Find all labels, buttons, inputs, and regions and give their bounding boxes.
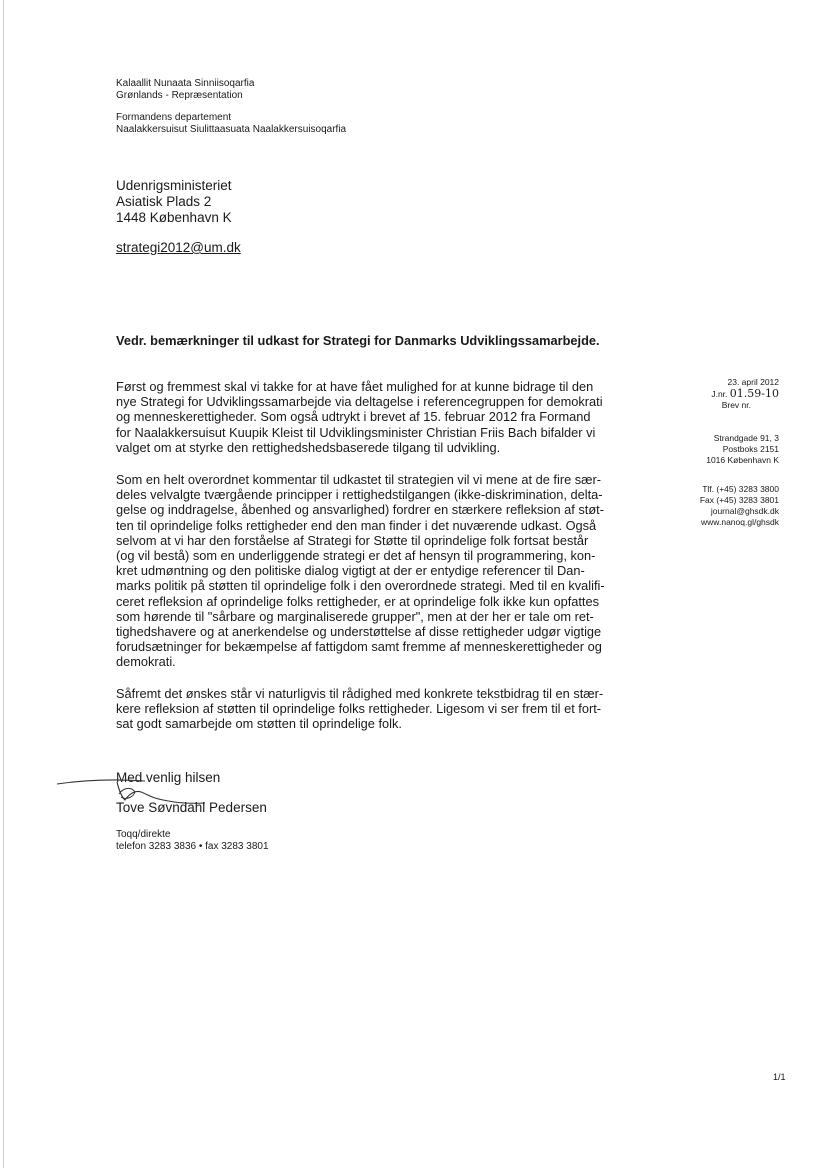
- text-line: som hørende til "sårbare og marginaliserede grupper", men at der her er tale om ret-: [116, 608, 594, 624]
- text-line: valget om at styrke den rettighedshedsbaserede tilgang til udvikling.: [116, 439, 501, 455]
- letter-subject: Vedr. bemærkninger til udkast for Strategi for Danmarks Udviklingssamarbejde.: [116, 333, 600, 348]
- sender-website-link[interactable]: www.nanoq.gl/ghsdk: [701, 517, 779, 527]
- sender-street: Strandgade 91, 3: [713, 433, 779, 443]
- sender-pobox: Postboks 2151: [722, 444, 779, 454]
- text-line: tighedshavere og at anerkendelse og understøttelse af disse rettigheder udgør vigtige: [116, 624, 602, 640]
- text-line: demokrati.: [116, 654, 176, 670]
- text-line: (og vil bestå) som en underliggende strategi er det af hensyn til programmering, kon-: [116, 548, 596, 564]
- sender-contact-block: [700, 484, 779, 528]
- org-name-danish: Grønlands - Repræsentation: [116, 90, 243, 101]
- text-line: selvom at vi har den forståelse af Strategi for Støtte til oprindelige folk fortsat består: [116, 532, 589, 548]
- contact-label: Toqq/direkte: [116, 829, 171, 840]
- text-line: marks politik på støtten til oprindelige folk i den overordnede strategi. Med til en kvalifi-: [116, 578, 605, 594]
- recipient-city: 1448 København K: [116, 210, 232, 225]
- sender-fax: Fax (+45) 3283 3801: [699, 495, 779, 505]
- sender-email-link[interactable]: journal@ghsdk.dk: [710, 506, 779, 516]
- recipient-name: Udenrigsministeriet: [116, 178, 232, 193]
- letterhead: [116, 78, 346, 136]
- reference-block: [711, 377, 779, 411]
- journal-number-value: 01.59-10: [729, 387, 779, 400]
- letter-number-label: Brev nr.: [721, 400, 751, 410]
- text-line: Såfremt det ønskes står vi naturligvis til rådighed med konkrete tekstbidrag til en stær-: [116, 686, 604, 701]
- text-line: og menneskerettigheder. Som også udtrykt i brevet af 15. februar 2012 fra Formand: [116, 409, 591, 425]
- sender-city: 1016 København K: [706, 455, 779, 465]
- scan-edge-line: [3, 0, 4, 1168]
- paragraph-3: [116, 686, 631, 732]
- journal-number: [711, 388, 779, 400]
- journal-number-label: J.nr.: [711, 389, 728, 399]
- phone-fax-line: telefon 3283 3836 • fax 3283 3801: [116, 841, 269, 852]
- text-line: forudsætninger for bekæmpelse af fattigdom samt fremme af menneskerettigheder og: [116, 639, 602, 655]
- text-line: for Naalakkersuisut Kuupik Kleist til Udviklingsminister Christian Friis Bach bifalder vi: [116, 424, 596, 440]
- text-line: sat godt samarbejde om støtten til oprindelige folk.: [116, 716, 402, 732]
- contact-details: [116, 829, 269, 853]
- text-line: kret udmøntning og den politiske dialog vigtigt at der er entydige referencer til Dan-: [116, 563, 585, 579]
- sender-phone: Tlf. (+45) 3283 3800: [702, 484, 779, 494]
- recipient-address: [116, 178, 232, 226]
- text-line: kere refleksion af støtten til oprindelige folks rettigheder. Ligesom vi ser frem til et fort-: [116, 701, 602, 717]
- recipient-email-link[interactable]: strategi2012@um.dk: [116, 240, 241, 255]
- department-greenlandic: Naalakkersuisut Siulittaasuata Naalakkersuisoqarfia: [116, 124, 347, 135]
- org-name-greenlandic: Kalaallit Nunaata Sinniisoqarfia: [116, 78, 255, 89]
- letter-date: 23. april 2012: [727, 377, 779, 387]
- closing-greeting: Med venlig hilsen: [116, 770, 221, 785]
- sender-address-block: [706, 433, 779, 466]
- department-danish: Formandens departement: [116, 112, 232, 123]
- text-line: nye Strategi for Udviklingssamarbejde via deltagelse i referencegruppen for demokrati: [116, 394, 603, 410]
- paragraph-1: [116, 379, 631, 455]
- text-line: ten til oprindelige folks rettigheder end den man finder i det nuværende udkast. Også: [116, 517, 597, 533]
- page-number: 1/1: [773, 1072, 786, 1082]
- text-line: Som en helt overordnet kommentar til udkastet til strategien vil vi mene at de fire sær-: [116, 472, 602, 487]
- text-line: Først og fremmest skal vi takke for at have fået mulighed for at kunne bidrage til den: [116, 379, 594, 394]
- signatory-name: Tove Søvndahl Pedersen: [116, 800, 267, 815]
- text-line: gelse og inddragelse, åbenhed og ansvarlighed) fordrer en stærkere refleksion af støt-: [116, 502, 604, 518]
- text-line: ceret refleksion af oprindelige folks rettigheder, er at oprindelige folk ikke kun opfattes: [116, 593, 600, 609]
- recipient-street: Asiatisk Plads 2: [116, 194, 212, 209]
- text-line: deles velvalgte tværgående principper i rettighedstilgangen (ikke-diskrimination, delta-: [116, 487, 603, 503]
- paragraph-2: [116, 472, 631, 670]
